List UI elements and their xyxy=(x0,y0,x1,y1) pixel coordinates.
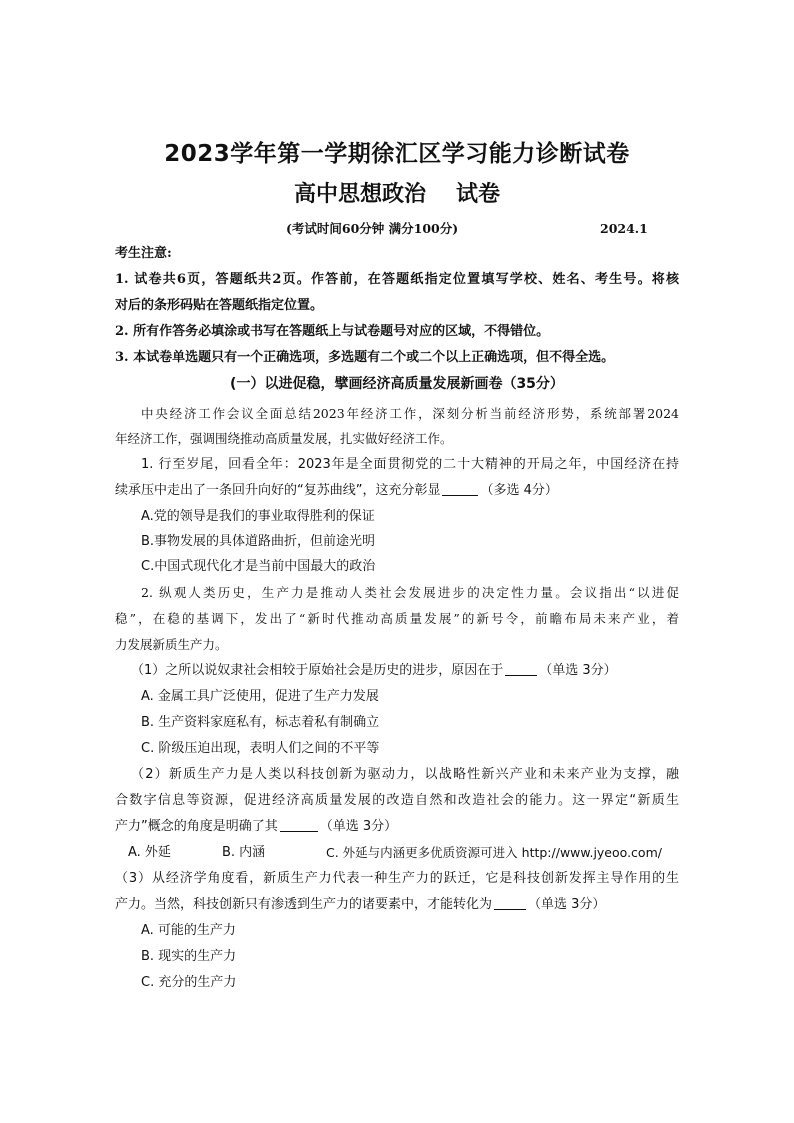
q2-sub1-score: （单选 3分） xyxy=(539,663,617,678)
q1-stem-line-1: 1. 行至岁尾，回看全年：2023年是全面贯彻党的二十大精神的开局之年，中国经济在持 xyxy=(141,457,679,472)
notice-heading: 考生注意: xyxy=(115,246,172,261)
answer-blank xyxy=(494,895,526,910)
q2-sub2-line-1: （2）新质生产力是人类以科技创新为驱动力，以战略性新兴产业和未来产业为支撑，融 xyxy=(131,767,679,782)
notice-item-1-line-1: 1. 试卷共6页，答题纸共2页。作答前，在答题纸指定位置填写学校、姓名、考生号。将核 xyxy=(115,272,679,287)
q2-sub2-option-b: B. 内涵 xyxy=(222,845,266,860)
notice-item-2: 2. 所有作答务必填涂或书写在答题纸上与试卷题号对应的区域，不得错位。 xyxy=(115,324,550,339)
q1-stem-line-2 xyxy=(115,481,558,501)
q2-sub3-option-b: B. 现实的生产力 xyxy=(141,949,237,964)
q1-score: （多选 4分） xyxy=(480,483,558,498)
q2-sub1-stem xyxy=(131,661,617,681)
q2-sub1-option-a: A. 金属工具广泛使用，促进了生产力发展 xyxy=(141,689,379,704)
q2-stem-line-1: 2. 纵观人类历史，生产力是推动人类社会发展进步的决定性力量。会议指出“以进促 xyxy=(141,585,679,600)
exam-info: (考试时间60分钟 满分100分) xyxy=(286,221,459,236)
paper-label: 试卷 xyxy=(456,182,501,207)
q1-option-a: A.党的领导是我们的事业取得胜利的保证 xyxy=(141,509,375,524)
subject-label: 高中思想政治 xyxy=(293,182,426,207)
q2-sub2-text: 产力”概念的角度是明确了其 xyxy=(115,819,278,834)
q2-sub3-score: （单选 3分） xyxy=(528,897,606,912)
section-1-intro-line-1: 中央经济工作会议全面总结2023年经济工作，深刻分析当前经济形势，系统部署2024 xyxy=(141,406,679,421)
notice-item-3: 3. 本试卷单选题只有一个正确选项，多选题有二个或二个以上正确选项，但不得全选。 xyxy=(115,350,615,365)
q2-sub3-option-c: C. 充分的生产力 xyxy=(141,975,237,990)
q1-stem-text: 续承压中走出了一条回升向好的“复苏曲线”，这充分彰显 xyxy=(115,483,441,498)
q2-sub1-text: （1）之所以说奴隶社会相较于原始社会是历史的进步，原因在于 xyxy=(131,663,504,678)
q2-sub1-option-c: C. 阶级压迫出现，表明人们之间的不平等 xyxy=(141,741,380,756)
q2-stem-line-2: 稳”，在稳的基调下，发出了“新时代推动高质量发展”的新号令，前瞻布局未来产业，着 xyxy=(115,611,679,626)
q2-sub3-text: 产力。当然，科技创新只有渗透到生产力的诸要素中，才能转化为 xyxy=(115,897,493,912)
q2-stem-line-3: 力发展新质生产力。 xyxy=(115,637,228,652)
q2-sub3-line-1: （3）从经济学角度看，新质生产力代表一种生产力的跃迁，它是科技创新发挥主导作用的生 xyxy=(115,871,679,886)
q2-sub2-option-a: A. 外延 xyxy=(128,845,171,860)
q1-option-b: B.事物发展的具体道路曲折，但前途光明 xyxy=(141,534,376,549)
q2-sub3-option-a: A. 可能的生产力 xyxy=(141,923,236,938)
section-1-title: (一）以进促稳，擘画经济高质量发展新画卷（35分） xyxy=(230,376,564,392)
q2-sub1-option-b: B. 生产资料家庭私有，标志着私有制确立 xyxy=(141,715,380,730)
q2-sub2-line-2: 合数字信息等资源，促进经济高质量发展的改造自然和改造社会的能力。这一界定“新质生 xyxy=(115,793,679,808)
exam-subtitle xyxy=(0,180,794,210)
exam-date: 2024.1 xyxy=(600,221,648,236)
answer-blank xyxy=(280,817,318,832)
q2-sub3-line-2 xyxy=(115,895,605,915)
notice-item-1-line-2: 对后的条形码贴在答题纸指定位置。 xyxy=(115,298,324,313)
answer-blank xyxy=(442,481,478,496)
answer-blank xyxy=(505,661,537,676)
exam-title: 2023学年第一学期徐汇区学习能力诊断试卷 xyxy=(164,141,630,167)
q2-sub2-score: （单选 3分） xyxy=(319,819,398,834)
q1-option-c: C.中国式现代化才是当前中国最大的政治 xyxy=(141,559,376,574)
q2-sub2-option-c: C. 外延与内涵更多优质资源可进入 http://www.jyeoo.com/ xyxy=(326,845,662,860)
section-1-intro-line-2: 年经济工作，强调围绕推动高质量发展，扎实做好经济工作。 xyxy=(115,431,453,446)
q2-sub2-line-3 xyxy=(115,817,397,837)
